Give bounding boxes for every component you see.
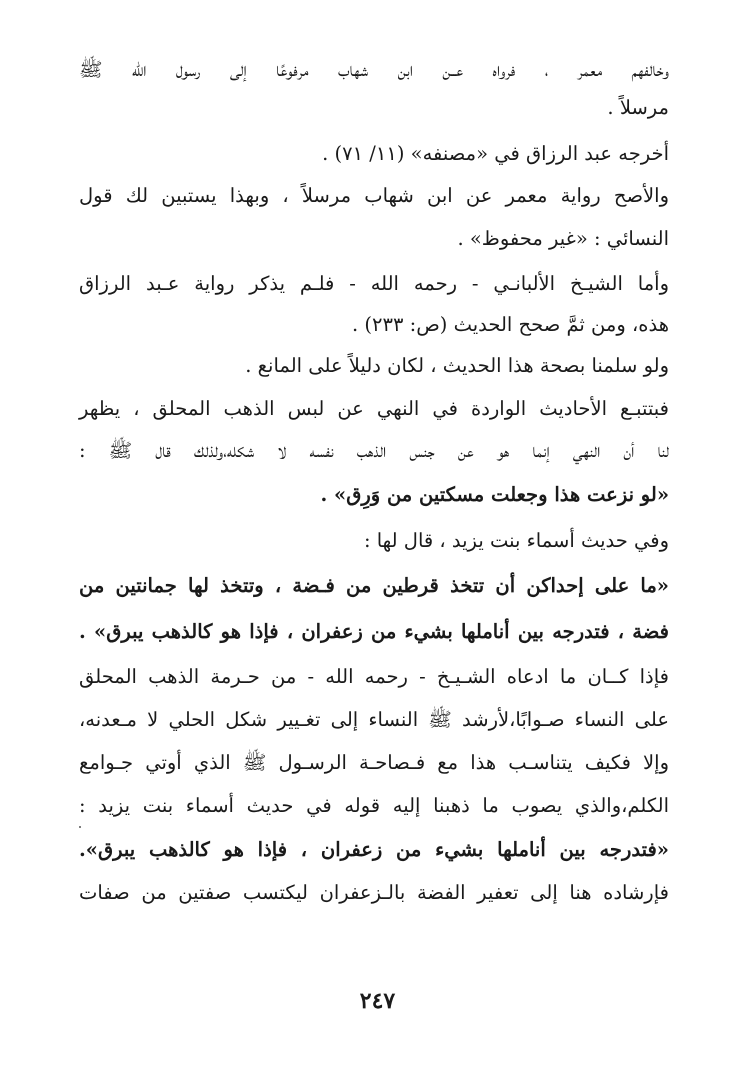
page-number: ٢٤٧ [359, 988, 396, 1014]
text-line-15: فإذا كــان ما ادعاه الشـيـخ - رحمه الله - من حـرمة الذهب المحلق [79, 665, 669, 688]
hadith-quote-2-line-2: فضة ، فتدرجه بين أناملها بشيء من زعفران ، فإذا هو كالذهب يبرق» . [79, 620, 669, 643]
text-line-2: مرسلاً . [607, 96, 669, 119]
text-line-18: الكلم،والذي يصوب ما ذهبنا إليه قوله في حديث أسماء بنت يزيد : [79, 794, 669, 817]
text-line-4: والأصح رواية معمر عن ابن شهاب مرسلاً ، وبهذا يستبين لك قول [79, 184, 669, 207]
text-line-1: وخالفهم معمر ، فرواه عــن ابن شهاب مرفوعًا إلى رسول الله ﷺ [79, 58, 669, 81]
text-line-3: أخرجه عبد الرزاق في «مصنفه» (١١/ ٧١) . [322, 142, 669, 165]
text-line-12: وفي حديث أسماء بنت يزيد ، قال لها : [363, 529, 669, 552]
text-line-10: لنا أن النهي إنما هو عن جنس الذهب نفسه لا شكله،ولذلك قال ﷺ : [79, 439, 669, 462]
text-line-8: ولو سلمنا بصحة هذا الحديث ، لكان دليلاً على المانع . [245, 354, 669, 377]
text-line-20: فإرشاده هنا إلى تعفير الفضة بالـزعفران ليكتسب صفتين من صفات [79, 881, 669, 904]
text-line-5: النسائي : «غير محفوظ» . [457, 227, 669, 250]
hadith-quote-3: «فتدرجه بين أناملها بشيء من زعفران ، فإذا هو كالذهب يبرق». [79, 838, 669, 861]
hadith-quote-1: «لو نزعت هذا وجعلت مسكتين من وَرِق» . [320, 483, 669, 506]
text-line-7: هذه، ومن ثمَّ صحح الحديث (ص: ٢٣٣) . [351, 313, 669, 336]
text-line-17: وإلا فكيف يتناسـب هذا مع فـصاحـة الرسـول ﷺ الذي أوتي جـوامع [79, 751, 669, 774]
text-line-9: فبتتبـع الأحاديث الواردة في النهي عن لبس الذهب المحلق ، يظهر [79, 397, 669, 420]
text-line-16: على النساء صـوابًا،لأرشد ﷺ النساء إلى تغـيير شكل الحلي لا مـعدنه، [79, 708, 669, 731]
hadith-quote-2-line-1: «ما على إحداكن أن تتخذ قرطين من فـضة ، وتتخذ لها جمانتين من [79, 574, 669, 597]
text-line-6: وأما الشيـخ الألبانـي - رحمه الله - فلـم يذكر رواية عـبد الرزاق [79, 272, 669, 295]
scan-speck [79, 826, 81, 828]
